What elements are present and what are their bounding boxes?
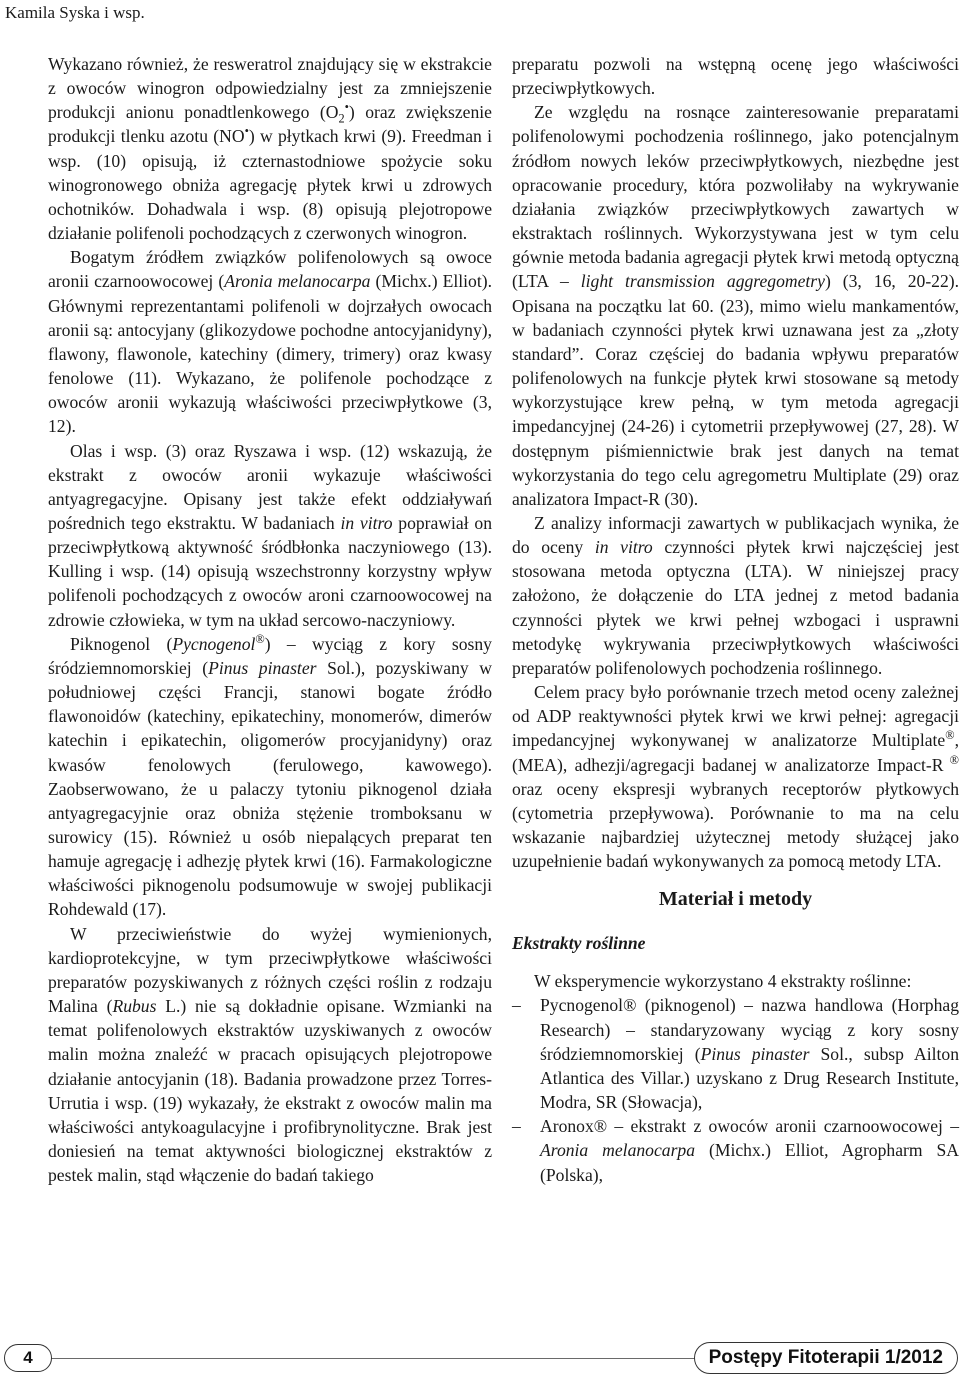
text: ) (3, 16, 20-22). Opisana na początku lat 60. (23), mimo wielu mankamentów, w badaniach czynności płytek krwi uznawana jest za „złoty standard”. Coraz częściej do badania wpływu preparatów polifenolowych na funkcje płytek krwi stosowane są metody wykorzystujące krew pełną, w tym metoda agregacji impedancyjnej (24-26) i cytometrii przepływowej (27, 28). W dostępnym piśmiennictwie brak jest danych na temat wykorzystania do tego celu agregometru Multiplate (29) oraz analizatora Impact-R (30). bbox=[512, 271, 960, 509]
text: oraz oceny ekspresji wybranych receptorów płytkowych (cytometria przepływowa). Porównanie to ma na celu wskazanie najbardziej użytecznej metody służącej jako uzupełnienie badań wykonywanych za pomocą metody LTA. bbox=[512, 778, 959, 872]
text: Ze względu na rosnące zainteresowanie preparatami polifenolowymi pochodzenia roślinnego, jako potencjalnym źródłom nowych leków przeciwpłytkowych, niezbędne jest opracowanie procedury, która pozwoliłaby na wykrywanie działania związków przeciwpłytkowych zawartych w ekstraktach roślinnych. Wykorzystywana jest w tym celu gównie metoda badania agregacji płytek krwi metodą optyczną (LTA – bbox=[512, 102, 959, 292]
text: Piknogenol ( bbox=[70, 633, 173, 654]
latin-name: Aronia melanocarpa bbox=[540, 1140, 696, 1161]
superscript-radical: • bbox=[344, 100, 349, 115]
text: Aronox® – ekstrakt z owoców aronii czarnoowocowej – bbox=[540, 1116, 959, 1137]
paragraph: preparatu pozwoli na wstępną ocenę jego właściwości przeciwpłytkowych. bbox=[512, 54, 959, 99]
italic-term: in vitro bbox=[340, 512, 393, 533]
list-item bbox=[512, 993, 959, 1114]
latin-name: Aronia melanocarpa bbox=[224, 271, 371, 292]
paragraph bbox=[48, 439, 492, 632]
subsection-heading: Ekstrakty roślinne bbox=[512, 933, 646, 954]
right-column bbox=[512, 52, 959, 1187]
running-header-author: Kamila Syska i wsp. bbox=[5, 3, 145, 22]
registered-mark: ® bbox=[945, 728, 955, 743]
text: (Michx.) Elliot). Głównymi reprezentantami polifenoli w dojrzałych owocach aronii są: antocyjany (glikozydowe pochodne antocyjanidyny), flawony, flawonole, katechiny (dimery, trimery) oraz kwasy fenolowe (11). Wykazano, że polifenole pochodzące z owoców aronii wykazują właściwości przeciwpłytkowe (3, 12). bbox=[48, 271, 492, 437]
latin-name: Pinus pinaster bbox=[208, 657, 317, 678]
text: poprawiał on przeciwpłytkową aktywność śródbłonka naczyniowego (13). Kulling i wsp. (14) opisują wszechstronny korzystny wpływ polifenoli pochodzących z owoców aroni czarnoowocowej na zdrowie człowieka, w tym na układ sercowo-naczyniowy. bbox=[48, 512, 492, 630]
paragraph bbox=[48, 632, 492, 922]
italic-term: in vitro bbox=[594, 537, 653, 558]
text: czynności płytek krwi najczęściej jest stosowana metoda optyczna (LTA). W niniejszej pracy założono, że dołączenie do LTA jednej z metod badania czynności płytek we krwi pełnej wzbogaci i usprawni metodykę wykrywania przeciwpłytkowych właściwości preparatów polifenolowych pochodzenia roślinnego. bbox=[512, 537, 959, 678]
registered-mark: ® bbox=[255, 631, 265, 646]
paragraph bbox=[48, 52, 492, 245]
paragraph bbox=[512, 511, 959, 680]
italic-term: light transmission aggregometry bbox=[580, 271, 825, 292]
text: Wykazano również, że resweratrol znajdujący się w ekstrakcie z owoców winogron odpowiedzialny jest za zmniejszenie produkcji anionu ponadtlenkowego (O bbox=[48, 54, 492, 123]
text: ) w płytkach krwi (9). Freedman i wsp. (10) opisują, iż czternastodniowe spożycie soku winogronowego obniża agregację płytek krwi u zdrowych ochotników. Dohadwala i wsp. (8) opisują plejotropowe działanie polifenoli pochodzących z czerwonych winogron. bbox=[48, 126, 492, 244]
list-dash: – bbox=[512, 1116, 521, 1137]
left-column bbox=[48, 52, 492, 1187]
paragraph bbox=[48, 245, 492, 438]
text: ) – wyciąg z kory sosny śródziemnomorskiej ( bbox=[48, 633, 492, 678]
paragraph bbox=[512, 100, 959, 511]
text: Sol.), pozyskiwany w południowej części Francji, stanowi bogate źródło flawonoidów (katechiny, epikatechiny, monomerów, dimerów katechin i epikatechin, oligomerów procyjanidyny) oraz kwasów fenolowych (ferulowego, kawowego). Zaobserwowano, że u palaczy tytoniu piknogenol działa antyagregacyjnie oraz obniża stężenie tromboksanu w surowicy (15). Również u osób niepalących preparat ten hamuje agregację i adhezję płytek krwi (16). Farmakologiczne właściwości piknogenolu podsumowuje w swojej publikacji Rohdewald (17). bbox=[48, 657, 492, 920]
list-dash: – bbox=[512, 995, 521, 1016]
paragraph bbox=[48, 922, 492, 1188]
text: Celem pracy było porównanie trzech metod oceny zależnej od ADP reaktywności płytek krwi we krwi pełnej: agregacji impedancyjnej wykonywanej w analizatorze Multiplate bbox=[512, 682, 959, 751]
subscript: 2 bbox=[338, 111, 345, 126]
text: ) oraz zwiększenie produkcji tlenku azotu (NO bbox=[48, 102, 492, 147]
text: Olas i wsp. (3) oraz Ryszawa i wsp. (12) wskazują, że ekstrakt z owoców aronii wykazuje właściwości antyagregacyjne. Opisany jest także efekt oddziaływań pośrednich tego ekstraktu. W badaniach bbox=[48, 440, 492, 533]
trade-name: Pycnogenol bbox=[172, 633, 256, 654]
registered-mark: ® bbox=[943, 752, 959, 767]
extract-list bbox=[512, 993, 959, 1186]
page-number-badge: 4 bbox=[4, 1344, 52, 1372]
text: Bogatym źródłem związków polifenolowych są owoce aronii czarnoowocowej ( bbox=[48, 247, 492, 292]
section-heading: Materiał i metody bbox=[658, 888, 813, 911]
text: Z analizy informacji zawartych w publikacjach wynika, że do oceny bbox=[512, 512, 959, 558]
text: Pycnogenol® (piknogenol) – nazwa handlowa (Horphag Research) – standaryzowany wyciąg z kory sosny śródziemnomorskiej ( bbox=[540, 995, 959, 1064]
text: L.) nie są dokładnie opisane. Wzmianki na temat polifenolowych ekstraktów uzyskiwanych z owoców malin można znaleźć w pracach opisujących plejotropowe działanie antocyjanin (18). Badania prowadzone przez Torres-Urrutia i wsp. (19) wykazały, że ekstrakt z owoców malin ma właściwości antykoagulacyjne i profibrynolityczne. Brak jest doniesień na temat aktywności biologicznej ekstraktów z pestek malin, stąd włączenie do badań takiego bbox=[48, 996, 493, 1186]
journal-title-badge: Postępy Fitoterapii 1/2012 bbox=[694, 1342, 958, 1374]
latin-name: Rubus bbox=[112, 996, 157, 1017]
text: W przeciwieństwie do wyżej wymienionych, kardioprotekcyjne, w tym przeciwpłytkowe właściwości preparatów pozyskiwanych z różnych części roślin z rodzaju Malina ( bbox=[48, 923, 492, 1017]
text: , (MEA), adhezji/agregacji badanej w analizatorze Impact-R bbox=[512, 730, 959, 775]
superscript-radical: • bbox=[244, 124, 249, 139]
latin-name: Pinus pinaster bbox=[700, 1043, 810, 1064]
page-footer bbox=[0, 1340, 960, 1376]
text: (Michx.) Elliot, Agropharm SA (Polska), bbox=[540, 1140, 959, 1185]
text: Sol., subsp Ailton Atlantica des Villar.) uzyskano z Drug Research Institute, Modra, SR (Słowacja), bbox=[540, 1043, 959, 1113]
paragraph bbox=[512, 680, 959, 873]
paragraph: W eksperymencie wykorzystano 4 ekstrakty roślinne: bbox=[534, 971, 912, 992]
list-item bbox=[512, 1114, 959, 1186]
